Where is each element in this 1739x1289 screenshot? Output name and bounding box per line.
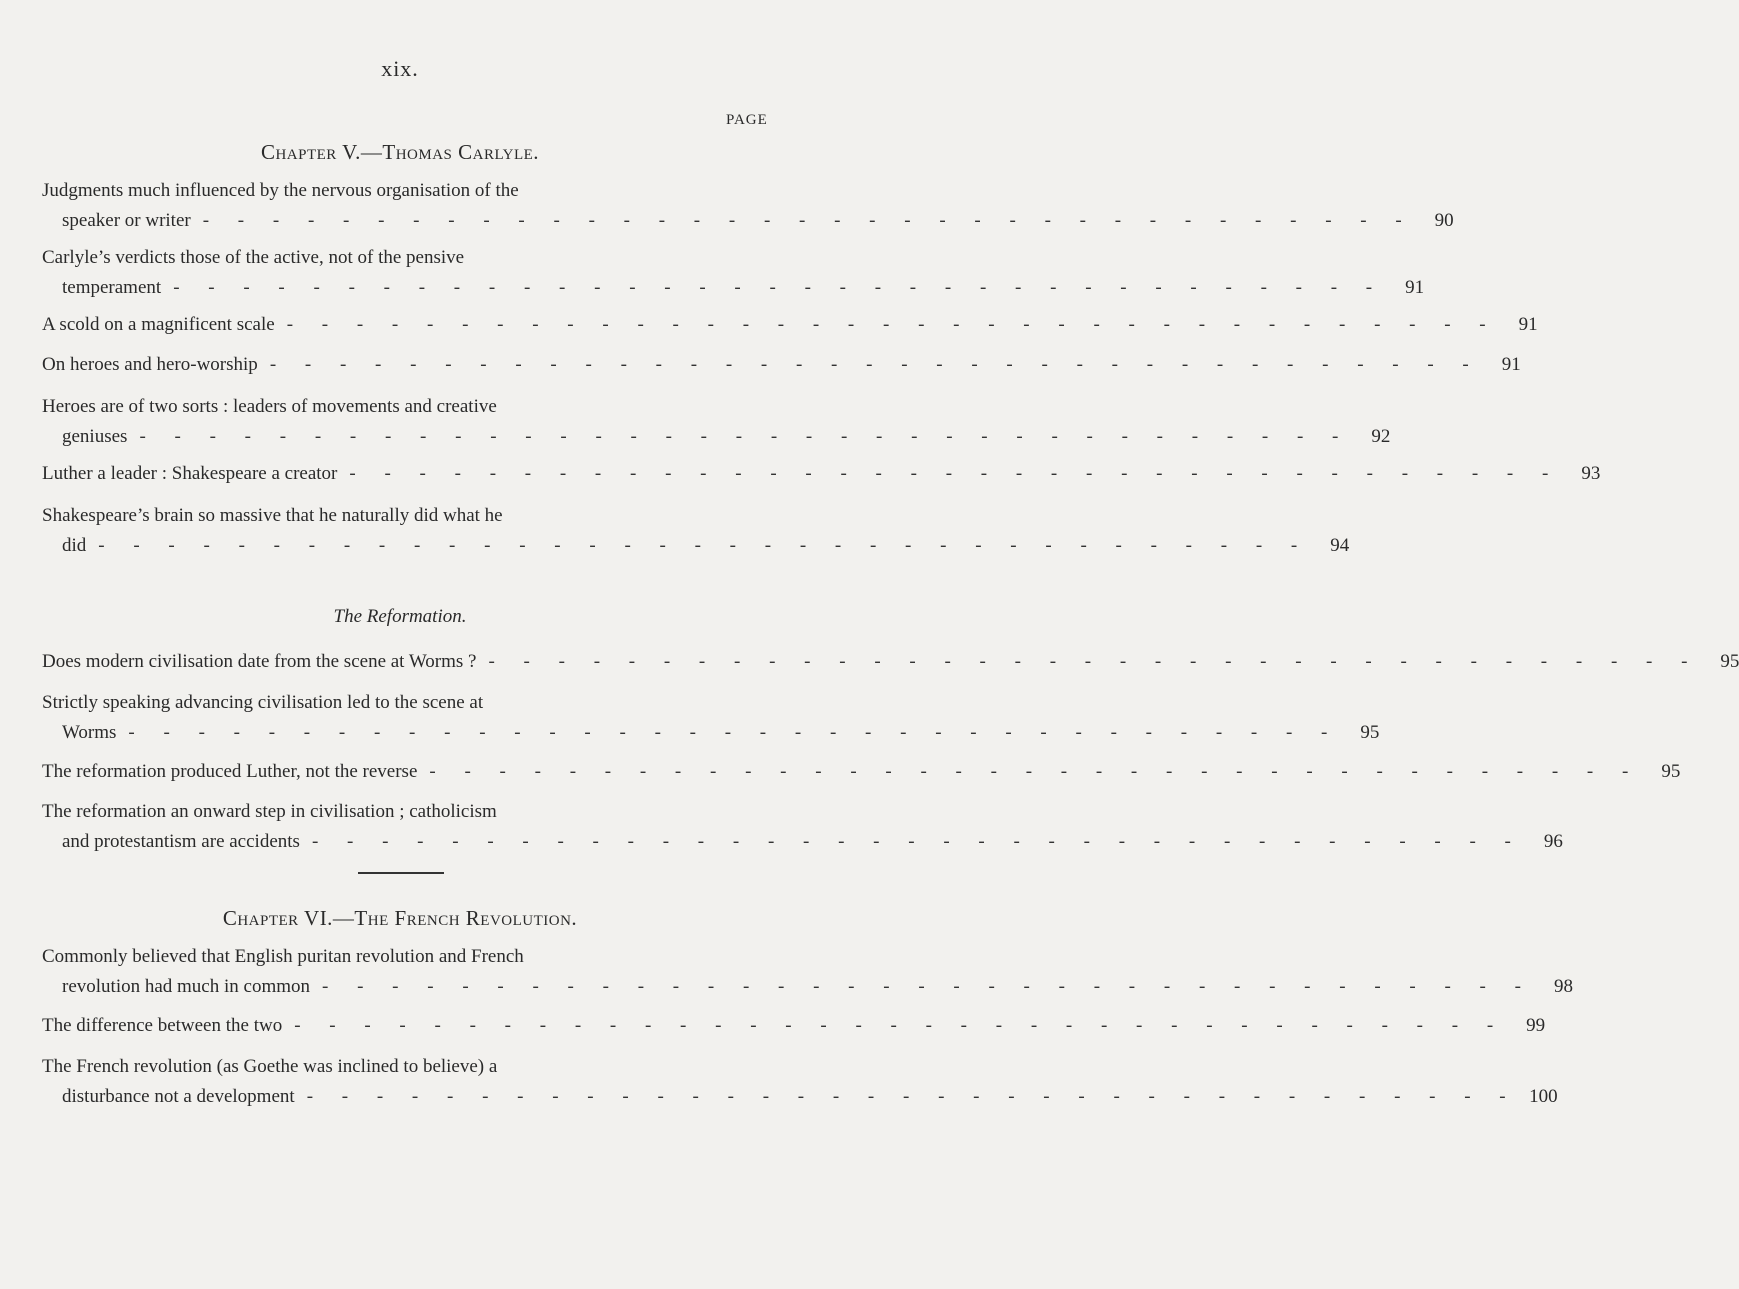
page-column-header: PAGE	[726, 112, 768, 128]
toc-entry[interactable]	[42, 688, 1380, 748]
toc-entry[interactable]	[42, 757, 1681, 787]
entry-page-number: 90	[1434, 210, 1454, 231]
toc-entry[interactable]	[42, 310, 1538, 340]
entry-text: A scold on a magnificent scale	[42, 314, 275, 335]
entry-text-line1: Commonly believed that English puritan revolution and French	[42, 946, 524, 967]
entry-page-number: 92	[1371, 426, 1391, 447]
toc-entry[interactable]	[42, 392, 1391, 452]
entry-text-line2: speaker or writer	[62, 210, 191, 231]
chapter-heading: Chapter V.—Thomas Carlyle.	[260, 140, 540, 164]
toc-entry[interactable]	[42, 243, 1425, 303]
leader-dots: - - - - - - - - - - - - - - - - - - - - - - - - - - - - - - - - - - -	[311, 831, 1523, 852]
entry-page-number: 91	[1405, 277, 1425, 298]
chapter-heading: Chapter VI.—The French Revolution.	[222, 906, 578, 930]
entry-text: The difference between the two	[42, 1015, 283, 1036]
entry-text-line1: Shakespeare’s brain so massive that he naturally did what he	[42, 505, 503, 526]
toc-entry[interactable]	[42, 942, 1573, 1002]
toc-entry[interactable]	[42, 459, 1601, 489]
entry-text-line1: Heroes are of two sorts : leaders of movements and creative	[42, 396, 497, 417]
entry-text: Luther a leader : Shakespeare a creator	[42, 463, 338, 484]
toc-entry[interactable]	[42, 350, 1521, 380]
section-heading: The Reformation.	[333, 606, 467, 627]
entry-text-line1: The reformation an onward step in civilisation ; catholicism	[42, 801, 497, 822]
entry-text-line2: did	[62, 535, 87, 556]
toc-entry[interactable]	[42, 1011, 1546, 1041]
entry-text: The reformation produced Luther, not the reverse	[42, 761, 418, 782]
entry-page-number: 95	[1360, 722, 1380, 743]
entry-page-number: 100	[1529, 1086, 1558, 1107]
leader-dots: - - - - - - - - - - - - - - - - - - - - - - - - - - - - - - - - - - -	[128, 722, 1340, 743]
leader-dots: - - - - - - - - - - - - - - - - - - - - - - - - - - - - - - - - - - -	[286, 314, 1498, 335]
toc-entry[interactable]	[42, 797, 1563, 857]
entry-page-number: 91	[1501, 354, 1521, 375]
leader-dots: - - - - - - - - - - - - - - - - - - - - - - - - - - - - - - - - - - -	[294, 1015, 1506, 1036]
toc-entry[interactable]	[42, 1052, 1558, 1112]
entry-page-number: 98	[1553, 976, 1573, 997]
toc-entry[interactable]	[42, 647, 1739, 677]
entry-text-line2: temperament	[62, 277, 162, 298]
entry-page-number: 91	[1518, 314, 1538, 335]
entry-text-line1: Judgments much influenced by the nervous organisation of the	[42, 180, 519, 201]
leader-dots: - - - - - - - - - - - - - - - - - - - - - - - - - - - - - - - - - - -	[202, 210, 1414, 231]
page-number: xix.	[381, 56, 419, 81]
entry-text-line1: Carlyle’s verdicts those of the active, not of the pensive	[42, 247, 465, 268]
leader-dots: - - - - - - - - - - - - - - - - - - - - - - - - - - - - - - - - - - -	[173, 277, 1385, 298]
entry-text-line2: and protestantism are accidents	[62, 831, 300, 852]
entry-text-line1: Strictly speaking advancing civilisation led to the scene at	[42, 692, 484, 713]
entry-page-number: 95	[1720, 651, 1739, 672]
leader-dots: - - - - - - - - - - - - - - - - - - - - - - - - - - - - - - - - - - -	[488, 651, 1700, 672]
entry-page-number: 96	[1543, 831, 1563, 852]
entry-text-line2: disturbance not a development	[62, 1086, 295, 1107]
leader-dots: - - - - - - - - - - - - - - - - - - - - - - - - - - - - - - - - - - -	[98, 535, 1310, 556]
entry-page-number: 94	[1330, 535, 1350, 556]
leader-dots: - - - - - - - - - - - - - - - - - - - - - - - - - - - - - - - - - - -	[322, 976, 1533, 997]
entry-text: Does modern civilisation date from the scene at Worms ?	[42, 651, 477, 672]
entry-page-number: 99	[1526, 1015, 1546, 1036]
entry-page-number: 95	[1661, 761, 1681, 782]
entry-text-line1: The French revolution (as Goethe was inclined to believe) a	[42, 1056, 498, 1077]
toc-entry[interactable]	[42, 501, 1350, 561]
entry-page-number: 93	[1581, 463, 1601, 484]
entry-text-line2: Worms	[62, 722, 117, 743]
entry-text-line2: revolution had much in common	[62, 976, 311, 997]
leader-dots: - - - - - - - - - - - - - - - - - - - - - - - - - - - - - - - - - - -	[139, 426, 1351, 447]
leader-dots: - - - - - - - - - - - - - - - - - - - - - - - - - - - - - - - - - - -	[429, 761, 1641, 782]
entry-text-line2: geniuses	[62, 426, 128, 447]
leader-dots: - - - - - - - - - - - - - - - - - - - - - - - - - - - - - - - - - - -	[306, 1086, 1518, 1107]
toc-entry[interactable]	[42, 176, 1454, 236]
leader-dots: - - - - - - - - - - - - - - - - - - - - - - - - - - - - - - - - - - -	[349, 463, 1561, 484]
leader-dots: - - - - - - - - - - - - - - - - - - - - - - - - - - - - - - - - - - -	[269, 354, 1481, 375]
entry-text: On heroes and hero-worship	[42, 354, 258, 375]
section-divider	[358, 872, 444, 874]
